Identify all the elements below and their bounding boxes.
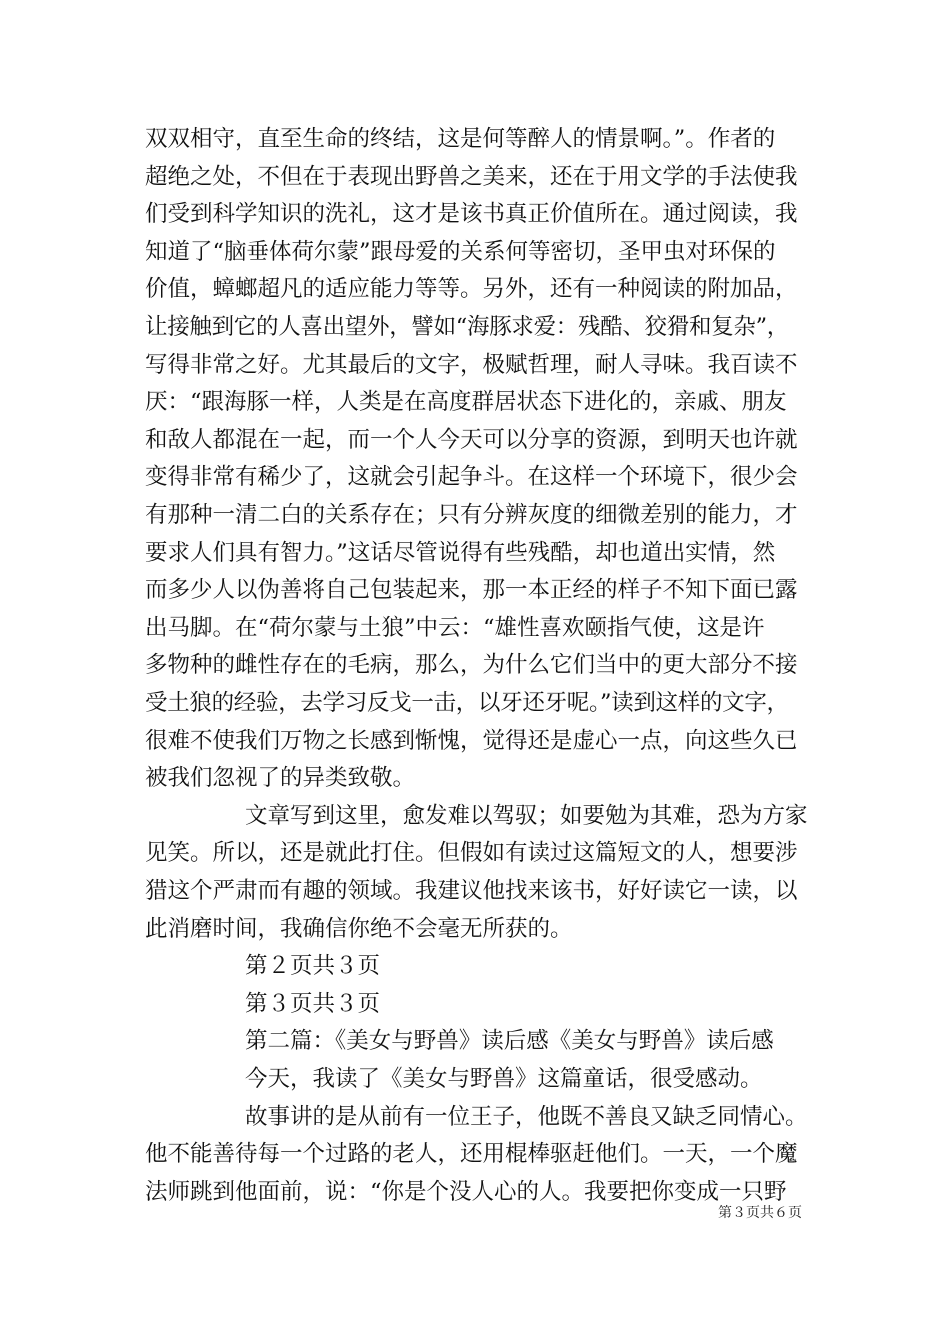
text-line: 出马脚。在“荷尔蒙与土狼”中云：“雄性喜欢颐指气使，这是许 xyxy=(145,614,765,641)
paragraph-start: 文章写到这里，愈发难以驾驭；如要勉为其难，恐为方家 xyxy=(245,802,808,829)
text-line: 很难不使我们万物之长感到惭愧，觉得还是虚心一点，向这些久已 xyxy=(145,727,798,754)
text-line: 双双相守，直至生命的终结，这是何等醉人的情景啊。”。作者的 xyxy=(145,126,776,152)
paragraph-start: 今天，我读了《美女与野兽》这篇童话，很受感动。 xyxy=(245,1066,763,1092)
text-line: 被我们忽视了的异类致敬。 xyxy=(145,765,416,792)
text-line: 受土狼的经验，去学习反戈一击，以牙还牙呢。”读到这样的文字， xyxy=(145,690,789,716)
text-line: 变得非常有稀少了，这就会引起争斗。在这样一个环境下，很少会 xyxy=(145,464,798,491)
text-line: 多物种的雌性存在的毛病，那么，为什么它们当中的更大部分不接 xyxy=(145,652,798,679)
text-line: 此消磨时间，我确信你绝不会毫无所获的。 xyxy=(145,915,573,942)
text-line: 让接触到它的人喜出望外，譬如“海豚求爱：残酷、狡猾和复杂”， xyxy=(145,314,790,340)
page-marker: 第２页共３页 xyxy=(245,953,381,980)
text-line: 他不能善待每一个过路的老人，还用棍棒驱赶他们。一天，一个魔 xyxy=(145,1141,798,1168)
text-line: 猎这个严肃而有趣的领域。我建议他找来该书，好好读它一读，以 xyxy=(145,878,798,904)
text-line: 法师跳到他面前，说：“你是个没人心的人。我要把你变成一只野 xyxy=(145,1178,787,1205)
text-line: 要求人们具有智力。”这话尽管说得有些残酷，却也道出实情，然 xyxy=(145,539,776,566)
text-line: 知道了“脑垂体荷尔蒙”跟母爱的关系何等密切，圣甲虫对环保的 xyxy=(145,238,776,265)
text-line: 价值，蟑螂超凡的适应能力等等。另外，还有一种阅读的附加品， xyxy=(145,276,798,303)
text-line: 厌：“跟海豚一样，人类是在高度群居状态下进化的，亲戚、朋友 xyxy=(145,389,787,416)
text-line: 和敌人都混在一起，而一个人今天可以分享的资源，到明天也许就 xyxy=(145,426,798,453)
page-marker: 第３页共３页 xyxy=(245,990,381,1017)
text-line: 见笑。所以，还是就此打住。但假如有读过这篇短文的人，想要涉 xyxy=(145,840,798,867)
text-line: 超绝之处，不但在于表现出野兽之美来，还在于用文学的手法使我 xyxy=(145,163,798,190)
paragraph-start: 故事讲的是从前有一位王子，他既不善良又缺乏同情心。 xyxy=(245,1103,808,1130)
text-line: 写得非常之好。尤其最后的文字，极赋哲理，耐人寻味。我百读不 xyxy=(145,351,798,378)
text-line: 们受到科学知识的洗礼，这才是该书真正价值所在。通过阅读，我 xyxy=(145,201,798,228)
text-line: 有那种一清二白的关系存在；只有分辨灰度的细微差别的能力，才 xyxy=(145,502,798,528)
text-line: 而多少人以伪善将自己包装起来，那一本正经的样子不知下面已露 xyxy=(145,577,798,604)
page-footer: 第３页共６页 xyxy=(718,1205,802,1221)
section-heading: 第二篇：《美女与野兽》读后感《美女与野兽》读后感 xyxy=(245,1028,774,1055)
